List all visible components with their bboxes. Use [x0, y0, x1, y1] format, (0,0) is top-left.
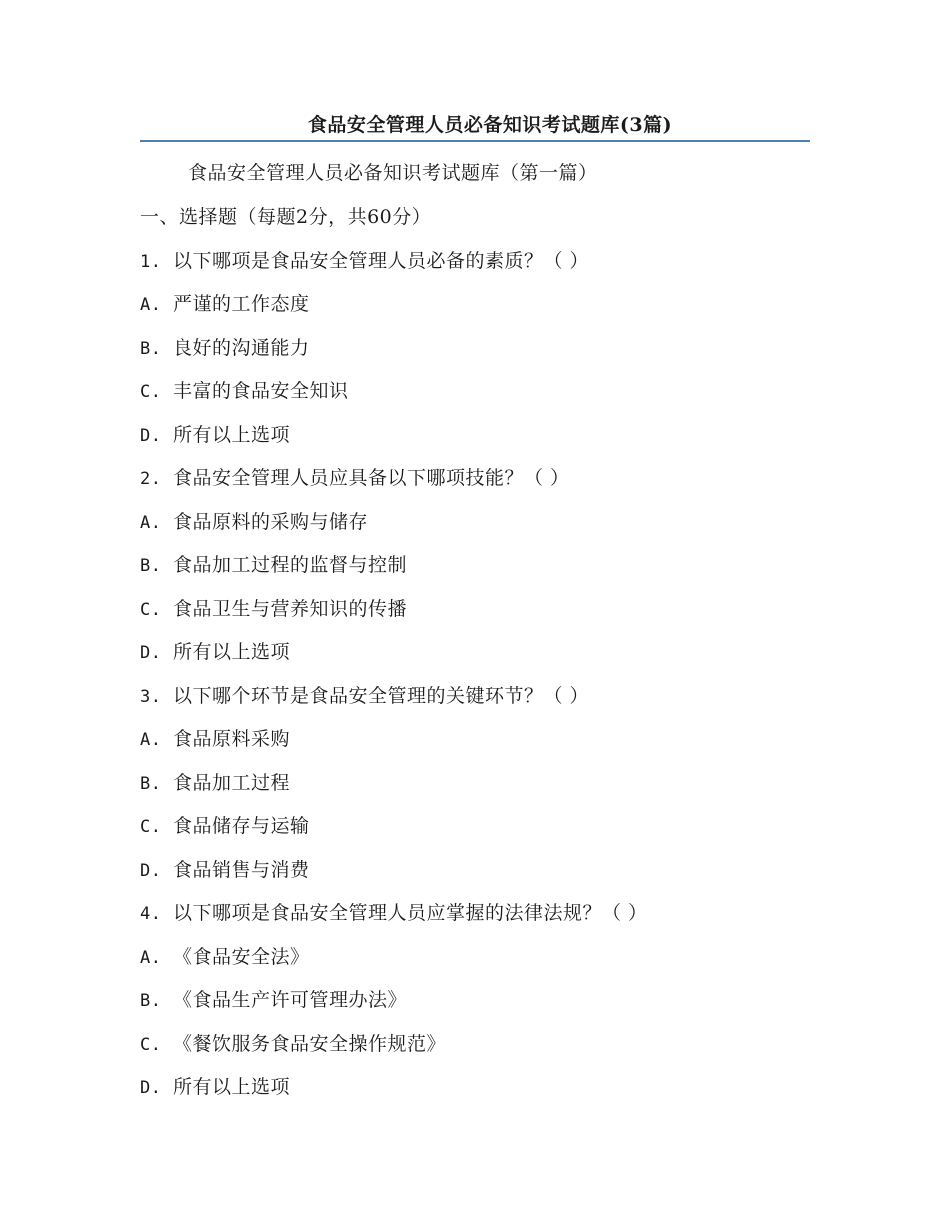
option-text: 所有以上选项	[173, 423, 291, 446]
option-text: 《食品安全法》	[173, 945, 310, 968]
option-label: B.	[140, 556, 162, 576]
question-text: 食品安全管理人员应具备以下哪项技能？（ ）	[173, 467, 570, 489]
option-label: D.	[140, 425, 162, 446]
title-underline	[140, 140, 810, 142]
option-1b	[140, 333, 810, 377]
option-text: 所有以上选项	[173, 641, 291, 663]
option-label: C.	[140, 599, 162, 620]
option-1c	[140, 376, 810, 420]
option-2c	[140, 594, 810, 638]
question-1	[140, 246, 810, 290]
question-text: 以下哪项是食品安全管理人员必备的素质？（ ）	[173, 249, 590, 272]
option-2a	[140, 507, 810, 551]
question-3	[140, 681, 810, 725]
option-label: C.	[140, 1034, 162, 1055]
option-text: 食品加工过程	[173, 771, 291, 794]
option-3a	[140, 724, 810, 768]
option-4c	[140, 1029, 810, 1073]
option-text: 严谨的工作态度	[173, 293, 310, 315]
option-3d	[140, 855, 810, 899]
option-label: A.	[140, 947, 162, 968]
option-label: A.	[140, 512, 162, 533]
option-label: A.	[140, 295, 162, 315]
option-text: 食品卫生与营养知识的传播	[173, 597, 408, 620]
option-label: D.	[140, 1078, 162, 1098]
option-label: B.	[140, 338, 162, 359]
section-heading: 一、选择题（每题2分，共60分）	[140, 206, 432, 228]
question-text: 以下哪个环节是食品安全管理的关键环节？（ ）	[173, 684, 590, 707]
question-2	[140, 463, 810, 507]
option-label: C.	[140, 382, 162, 402]
option-label: B.	[140, 773, 162, 794]
option-3c	[140, 811, 810, 855]
document-subtitle: 食品安全管理人员必备知识考试题库（第一篇）	[188, 162, 598, 184]
option-text: 食品原料采购	[173, 728, 291, 750]
option-text: 食品加工过程的监督与控制	[173, 554, 408, 576]
question-number: 4.	[140, 904, 162, 924]
option-text: 《食品生产许可管理办法》	[173, 989, 408, 1011]
option-2d	[140, 637, 810, 681]
option-3b	[140, 768, 810, 812]
option-text: 食品销售与消费	[173, 858, 310, 881]
option-label: D.	[140, 860, 162, 881]
document-title: 食品安全管理人员必备知识考试题库(3篇)	[307, 114, 673, 136]
option-text: 丰富的食品安全知识	[173, 380, 349, 402]
option-label: D.	[140, 643, 162, 663]
option-4a	[140, 942, 810, 986]
option-4d	[140, 1072, 810, 1116]
option-1a	[140, 289, 810, 333]
option-4b	[140, 985, 810, 1029]
question-number: 3.	[140, 686, 162, 707]
option-text: 所有以上选项	[173, 1076, 291, 1098]
option-text: 食品原料的采购与储存	[173, 510, 369, 533]
option-label: C.	[140, 817, 162, 837]
option-text: 《餐饮服务食品安全操作规范》	[173, 1032, 447, 1055]
option-label: A.	[140, 730, 162, 750]
option-2b	[140, 550, 810, 594]
question-number: 2.	[140, 469, 162, 489]
question-text: 以下哪项是食品安全管理人员应掌握的法律法规？（ ）	[173, 902, 648, 924]
question-number: 1.	[140, 251, 162, 272]
option-label: B.	[140, 991, 162, 1011]
option-text: 良好的沟通能力	[173, 336, 310, 359]
question-list	[140, 202, 810, 1116]
option-text: 食品储存与运输	[173, 815, 310, 837]
option-1d	[140, 420, 810, 464]
question-4	[140, 898, 810, 942]
